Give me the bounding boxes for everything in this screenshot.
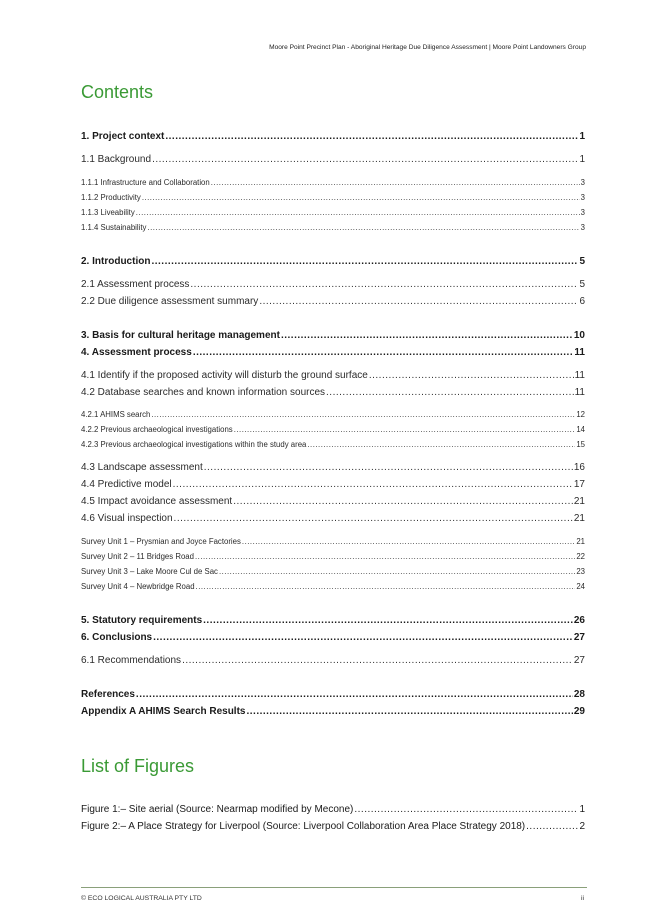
dot-leader	[173, 479, 573, 490]
toc-entry[interactable]	[81, 387, 585, 398]
toc-entry-page: 3	[580, 208, 585, 217]
toc-entry-title: 3. Basis for cultural heritage management	[81, 330, 280, 341]
dot-leader	[142, 193, 580, 202]
dot-leader	[204, 462, 573, 473]
toc-entry-page: 11	[574, 370, 585, 381]
toc-entry[interactable]	[81, 537, 585, 546]
toc-entry-title: 4.1 Identify if the proposed activity will disturb the ground surface	[81, 370, 368, 381]
toc-entry[interactable]	[81, 256, 585, 267]
toc-entry-page: 27	[573, 655, 585, 666]
toc-entry-title: 4.2.2 Previous archaeological investigations	[81, 425, 233, 434]
toc-entry[interactable]	[81, 370, 585, 381]
toc-entry[interactable]	[81, 425, 585, 434]
dot-leader	[195, 552, 575, 561]
toc-entry-page: 3	[580, 223, 585, 232]
toc-entry-title: Survey Unit 3 – Lake Moore Cul de Sac	[81, 567, 218, 576]
dot-leader	[152, 154, 578, 165]
toc-entry-page: 23	[576, 567, 585, 576]
toc-entry[interactable]	[81, 513, 585, 524]
footer-divider	[81, 887, 587, 888]
toc-entry-page: 5	[579, 256, 585, 267]
toc-entry-page: 6	[579, 296, 585, 307]
toc-entry[interactable]	[81, 496, 585, 507]
toc-entry-page: 14	[576, 425, 585, 434]
toc-entry-title: 2.1 Assessment process	[81, 279, 190, 290]
dot-leader	[151, 410, 575, 419]
toc-entry-title: 1.1.1 Infrastructure and Collaboration	[81, 178, 210, 187]
dot-leader	[259, 296, 578, 307]
toc-entry[interactable]	[81, 706, 585, 717]
toc-entry-title: Survey Unit 4 – Newbridge Road	[81, 582, 195, 591]
toc-entry-page: 15	[576, 440, 585, 449]
figure-entry[interactable]	[81, 821, 585, 832]
toc-entry-page: 24	[576, 582, 585, 591]
footer-copyright: © ECO LOGICAL AUSTRALIA PTY LTD	[81, 895, 202, 902]
figure-entry-page: 1	[579, 804, 585, 815]
toc-entry-title: Survey Unit 2 – 11 Bridges Road	[81, 552, 194, 561]
figure-entry-title: Figure 2:– A Place Strategy for Liverpool (Source: Liverpool Collaboration Area Place Strategy 2018)	[81, 821, 526, 832]
dot-leader	[174, 513, 573, 524]
dot-leader	[233, 496, 573, 507]
list-of-figures-heading: List of Figures	[81, 756, 195, 776]
toc-entry-title: 5. Statutory requirements	[81, 615, 203, 626]
toc-entry[interactable]	[81, 582, 585, 591]
toc-entry-title: 4.3 Landscape assessment	[81, 462, 203, 473]
toc-entry[interactable]	[81, 552, 585, 561]
toc-entry-title: 4.2.1 AHIMS search	[81, 410, 151, 419]
toc-entry[interactable]	[81, 410, 585, 419]
toc-entry[interactable]	[81, 567, 585, 576]
toc-entry-title: 4.5 Impact avoidance assessment	[81, 496, 233, 507]
toc-entry-page: 26	[573, 615, 585, 626]
toc-entry[interactable]	[81, 296, 585, 307]
toc-entry-title: 6. Conclusions	[81, 632, 153, 643]
toc-entry-title: Appendix A AHIMS Search Results	[81, 706, 246, 717]
toc-entry-page: 12	[576, 410, 585, 419]
toc-entry-page: 21	[573, 496, 585, 507]
toc-entry-title: References	[81, 689, 135, 700]
toc-entry[interactable]	[81, 330, 585, 341]
toc-entry[interactable]	[81, 655, 585, 666]
toc-entry[interactable]	[81, 193, 585, 202]
dot-leader	[526, 821, 578, 832]
toc-entry-page: 10	[573, 330, 585, 341]
dot-leader	[182, 655, 573, 666]
toc-entry-page: 1	[579, 154, 585, 165]
dot-leader	[326, 387, 574, 398]
dot-leader	[281, 330, 573, 341]
toc-entry-title: 4.4 Predictive model	[81, 479, 172, 490]
toc-entry-title: 1.1 Background	[81, 154, 152, 165]
toc-entry-page: 3	[580, 178, 585, 187]
toc-entry-page: 27	[573, 632, 585, 643]
toc-entry[interactable]	[81, 178, 585, 187]
dot-leader	[190, 279, 578, 290]
toc-entry[interactable]	[81, 689, 585, 700]
toc-entry[interactable]	[81, 440, 585, 449]
toc-entry-title: Survey Unit 1 – Prysmian and Joyce Factories	[81, 537, 241, 546]
dot-leader	[307, 440, 575, 449]
dot-leader	[153, 632, 573, 643]
dot-leader	[151, 256, 578, 267]
toc-entry-title: 6.1 Recommendations	[81, 655, 182, 666]
toc-entry[interactable]	[81, 208, 585, 217]
toc-entry-page: 11	[574, 387, 585, 398]
dot-leader	[211, 178, 580, 187]
figure-entry-title: Figure 1:– Site aerial (Source: Nearmap modified by Mecone)	[81, 804, 354, 815]
dot-leader	[234, 425, 576, 434]
toc-entry-page: 11	[574, 347, 585, 358]
toc-entry[interactable]	[81, 479, 585, 490]
running-header: Moore Point Precinct Plan - Aboriginal Heritage Due Diligence Assessment | Moore Point Landowners Group	[269, 44, 586, 51]
toc-entry-page: 22	[576, 552, 585, 561]
toc-entry-title: 1.1.3 Liveability	[81, 208, 135, 217]
toc-entry[interactable]	[81, 347, 585, 358]
toc-entry[interactable]	[81, 462, 585, 473]
toc-entry-page: 3	[580, 193, 585, 202]
figure-entry[interactable]	[81, 804, 585, 815]
toc-entry[interactable]	[81, 223, 585, 232]
dot-leader	[242, 537, 575, 546]
dot-leader	[193, 347, 574, 358]
toc-entry-page: 29	[573, 706, 585, 717]
toc-entry-title: 1. Project context	[81, 131, 165, 142]
toc-entry-page: 16	[573, 462, 585, 473]
dot-leader	[369, 370, 574, 381]
dot-leader	[246, 706, 572, 717]
dot-leader	[196, 582, 576, 591]
toc-entry-title: 4.2.3 Previous archaeological investigations within the study area	[81, 440, 307, 449]
toc-entry-page: 21	[573, 513, 585, 524]
contents-heading: Contents	[81, 82, 154, 102]
figure-entry-page: 2	[579, 821, 585, 832]
dot-leader	[147, 223, 579, 232]
toc-entry-page: 1	[579, 131, 585, 142]
toc-entry[interactable]	[81, 279, 585, 290]
toc-entry[interactable]	[81, 131, 585, 142]
dot-leader	[219, 567, 575, 576]
dot-leader	[354, 804, 578, 815]
toc-entry-page: 17	[573, 479, 585, 490]
toc-entry-title: 2.2 Due diligence assessment summary	[81, 296, 259, 307]
toc-entry[interactable]	[81, 154, 585, 165]
toc-entry-page: 28	[573, 689, 585, 700]
toc-entry-title: 4.6 Visual inspection	[81, 513, 173, 524]
toc-entry-page: 21	[576, 537, 585, 546]
dot-leader	[136, 208, 580, 217]
toc-entry-page: 5	[579, 279, 585, 290]
toc-entry-title: 2. Introduction	[81, 256, 151, 267]
toc-entry-title: 1.1.4 Sustainability	[81, 223, 147, 232]
toc-entry-title: 4.2 Database searches and known information sources	[81, 387, 326, 398]
dot-leader	[203, 615, 573, 626]
dot-leader	[136, 689, 573, 700]
page-number: ii	[580, 895, 584, 902]
toc-entry-title: 4. Assessment process	[81, 347, 192, 358]
toc-entry-title: 1.1.2 Productivity	[81, 193, 141, 202]
dot-leader	[165, 131, 578, 142]
toc-entry[interactable]	[81, 615, 585, 626]
toc-entry[interactable]	[81, 632, 585, 643]
